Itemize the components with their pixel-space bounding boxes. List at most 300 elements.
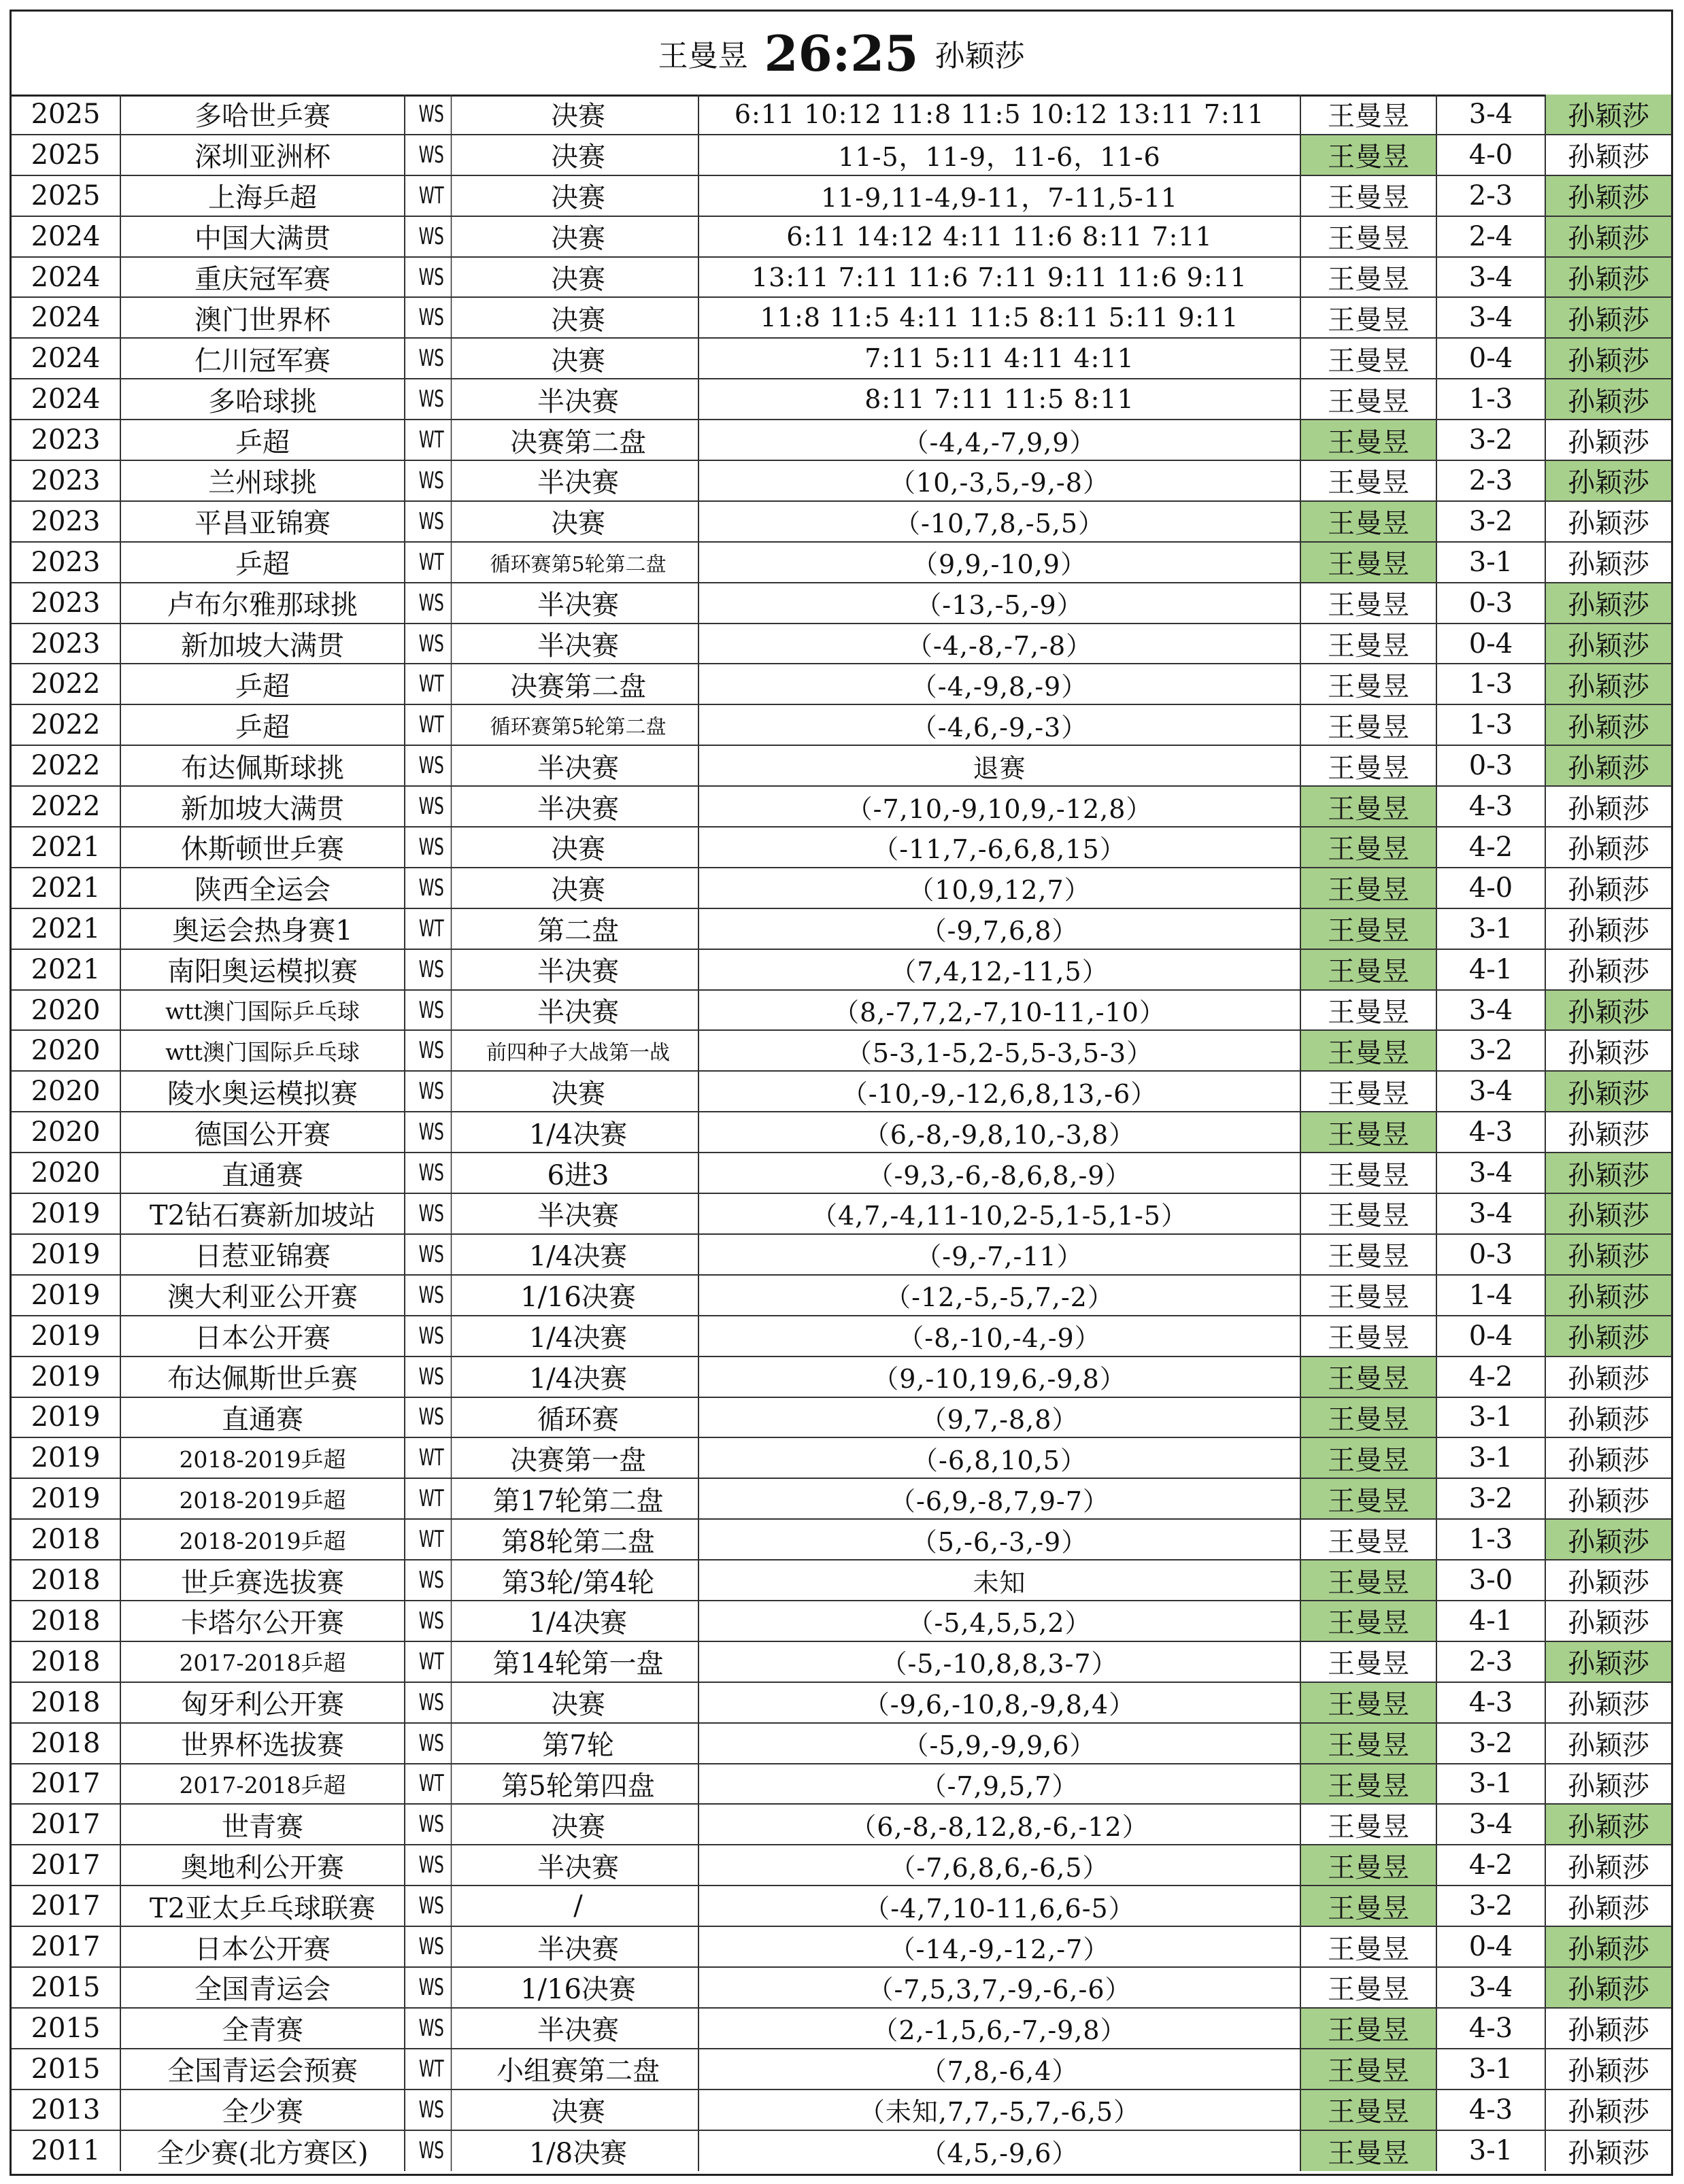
table-row bbox=[12, 664, 1671, 705]
match-result-cell: 3-2 bbox=[1437, 502, 1546, 541]
event-cell: 休斯顿世乒赛 bbox=[121, 827, 405, 867]
round-cell: 半决赛 bbox=[458, 787, 699, 826]
match-result-cell: 3-4 bbox=[1437, 1805, 1546, 1844]
round-cell: 决赛 bbox=[458, 298, 699, 337]
player2-cell: 孙颖莎 bbox=[1568, 1689, 1649, 1721]
game-scores-cell: （8,-7,7,2,-7,10-11,-10） bbox=[699, 991, 1301, 1030]
year-cell: 2019 bbox=[12, 1194, 121, 1233]
table-row bbox=[12, 2009, 1671, 2049]
left-player-name: 王曼昱 bbox=[658, 39, 748, 73]
round-cell: 决赛 bbox=[458, 176, 699, 216]
event-cell: 2017-2018乒超 bbox=[121, 1764, 405, 1804]
type-cell: WS bbox=[412, 1805, 452, 1844]
year-cell: 2024 bbox=[12, 339, 121, 378]
game-scores-cell: （7,4,12,-11,5） bbox=[699, 950, 1301, 989]
player1-cell: 王曼昱 bbox=[1301, 1357, 1437, 1397]
match-result-cell: 4-3 bbox=[1437, 2090, 1546, 2130]
player2-cell: 孙颖莎 bbox=[1546, 1276, 1671, 1315]
match-result-cell: 4-2 bbox=[1437, 1357, 1546, 1397]
game-scores-cell: 8:11 7:11 11:5 8:11 bbox=[699, 379, 1301, 419]
match-result-cell: 0-3 bbox=[1437, 1235, 1546, 1274]
year-cell: 2018 bbox=[12, 1520, 121, 1559]
table-row bbox=[12, 827, 1671, 868]
player1-cell: 王曼昱 bbox=[1301, 258, 1437, 297]
year-cell: 2024 bbox=[12, 258, 121, 297]
match-result-cell: 3-0 bbox=[1437, 1560, 1546, 1600]
match-result-cell: 3-4 bbox=[1437, 991, 1546, 1030]
game-scores-cell: （-13,-5,-9） bbox=[699, 583, 1301, 623]
year-cell: 2019 bbox=[12, 1479, 121, 1518]
match-result-cell: 2-3 bbox=[1437, 461, 1546, 500]
type-cell: WS bbox=[412, 2131, 452, 2172]
player2-cell: 孙颖莎 bbox=[1546, 705, 1671, 745]
game-scores-cell: （-9,7,6,8） bbox=[699, 909, 1301, 949]
player1-cell: 王曼昱 bbox=[1301, 502, 1437, 541]
round-cell: 半决赛 bbox=[458, 379, 699, 419]
table-row bbox=[12, 1845, 1671, 1886]
game-scores-cell: （-9,3,-6,-8,6,8,-9） bbox=[699, 1153, 1301, 1193]
player2-cell: 孙颖莎 bbox=[1546, 664, 1671, 704]
year-cell: 2018 bbox=[12, 1601, 121, 1641]
game-scores-cell: （-9,6,-10,8,-9,8,4） bbox=[699, 1683, 1301, 1722]
type-cell: WS bbox=[412, 1112, 452, 1152]
overall-score: 26:25 bbox=[764, 24, 919, 82]
match-result-cell: 3-1 bbox=[1437, 1764, 1546, 1804]
player1-cell: 王曼昱 bbox=[1301, 420, 1437, 460]
match-result-cell: 4-2 bbox=[1437, 827, 1546, 867]
table-row bbox=[12, 1398, 1671, 1439]
year-cell: 2022 bbox=[12, 787, 121, 826]
player2-cell: 孙颖莎 bbox=[1546, 1153, 1671, 1193]
type-cell: WS bbox=[412, 2090, 452, 2130]
game-scores-cell: （-5,9,-9,9,6） bbox=[699, 1724, 1301, 1763]
table-row bbox=[12, 2131, 1671, 2172]
match-result-cell: 3-4 bbox=[1437, 1153, 1546, 1193]
round-cell: 1/4决赛 bbox=[458, 1112, 699, 1152]
game-scores-cell: 11:8 11:5 4:11 11:5 8:11 5:11 9:11 bbox=[699, 298, 1301, 337]
type-cell: WS bbox=[412, 1072, 452, 1111]
player2-cell: 孙颖莎 bbox=[1546, 624, 1671, 664]
game-scores-cell: （-4,4,-7,9,9） bbox=[699, 420, 1301, 460]
player2-cell: 孙颖莎 bbox=[1568, 1119, 1649, 1150]
round-cell: 第17轮第二盘 bbox=[458, 1479, 699, 1518]
event-cell: 全少赛(北方赛区) bbox=[121, 2131, 405, 2172]
year-cell: 2020 bbox=[12, 991, 121, 1030]
table-row bbox=[12, 543, 1671, 583]
player2-cell: 孙颖莎 bbox=[1568, 793, 1649, 825]
round-cell: / bbox=[458, 1886, 699, 1926]
player2-cell: 孙颖莎 bbox=[1546, 1805, 1671, 1844]
table-row bbox=[12, 379, 1671, 420]
type-cell: WS bbox=[412, 1357, 452, 1397]
type-cell: WS bbox=[412, 1235, 452, 1274]
match-result-cell: 4-0 bbox=[1437, 868, 1546, 908]
round-cell: 半决赛 bbox=[458, 1927, 699, 1966]
table-row bbox=[12, 1438, 1671, 1479]
table-row bbox=[12, 583, 1671, 624]
event-cell: 卡塔尔公开赛 bbox=[121, 1601, 405, 1641]
type-cell: WS bbox=[412, 339, 452, 378]
table-row bbox=[12, 176, 1671, 217]
table-row bbox=[12, 1968, 1671, 2009]
player2-cell: 孙颖莎 bbox=[1568, 2055, 1649, 2087]
game-scores-cell: （-4,7,10-11,6,6-5） bbox=[699, 1886, 1301, 1926]
event-cell: 全国青运会预赛 bbox=[121, 2049, 405, 2089]
year-cell: 2013 bbox=[12, 2090, 121, 2130]
event-cell: 澳大利亚公开赛 bbox=[121, 1276, 405, 1315]
type-cell: WS bbox=[412, 461, 452, 500]
round-cell: 第3轮/第4轮 bbox=[458, 1560, 699, 1600]
game-scores-cell: （-4,-8,-7,-8） bbox=[699, 624, 1301, 664]
player2-cell: 孙颖莎 bbox=[1546, 1520, 1671, 1559]
match-result-cell: 1-3 bbox=[1437, 705, 1546, 745]
table-row bbox=[12, 705, 1671, 746]
game-scores-cell: 6:11 10:12 11:8 11:5 10:12 13:11 7:11 bbox=[699, 95, 1301, 134]
event-cell: 奥地利公开赛 bbox=[121, 1845, 405, 1885]
type-cell: WS bbox=[412, 868, 452, 908]
player1-cell: 王曼昱 bbox=[1301, 583, 1437, 623]
type-cell: WS bbox=[412, 379, 452, 419]
event-cell: 世乒赛选拔赛 bbox=[121, 1560, 405, 1600]
type-cell: WS bbox=[412, 1276, 452, 1315]
match-result-cell: 4-3 bbox=[1437, 1683, 1546, 1722]
player2-cell: 孙颖莎 bbox=[1568, 2137, 1649, 2169]
player2-cell: 孙颖莎 bbox=[1568, 874, 1649, 906]
game-scores-cell: （-7,10,-9,10,9,-12,8） bbox=[699, 787, 1301, 826]
type-cell: WS bbox=[412, 1724, 452, 1763]
match-result-cell: 3-4 bbox=[1437, 1968, 1546, 2007]
round-cell: 决赛第二盘 bbox=[458, 664, 699, 704]
player1-cell: 王曼昱 bbox=[1301, 1805, 1437, 1844]
year-cell: 2018 bbox=[12, 1724, 121, 1763]
type-cell: WT bbox=[412, 543, 452, 582]
table-row bbox=[12, 868, 1671, 909]
round-cell: 1/4决赛 bbox=[458, 1601, 699, 1641]
right-player-name: 孙颖莎 bbox=[934, 39, 1025, 73]
table-row bbox=[12, 991, 1671, 1031]
match-result-cell: 3-1 bbox=[1437, 2131, 1546, 2172]
year-cell: 2025 bbox=[12, 95, 121, 134]
table-row bbox=[12, 1927, 1671, 1968]
year-cell: 2021 bbox=[12, 827, 121, 867]
player1-cell: 王曼昱 bbox=[1301, 1683, 1437, 1722]
table-row bbox=[12, 1276, 1671, 1316]
match-result-cell: 3-2 bbox=[1437, 1886, 1546, 1926]
event-cell: 兰州球挑 bbox=[121, 461, 405, 500]
player2-cell: 孙颖莎 bbox=[1546, 1642, 1671, 1682]
round-cell: 半决赛 bbox=[458, 950, 699, 989]
player2-cell: 孙颖莎 bbox=[1546, 583, 1671, 623]
player1-cell: 王曼昱 bbox=[1301, 868, 1437, 908]
match-result-cell: 0-4 bbox=[1437, 1927, 1546, 1966]
table-row bbox=[12, 746, 1671, 787]
event-cell: 乒超 bbox=[121, 543, 405, 582]
round-cell: 1/4决赛 bbox=[458, 1235, 699, 1274]
match-result-cell: 3-4 bbox=[1437, 1194, 1546, 1233]
player2-cell: 孙颖莎 bbox=[1546, 1194, 1671, 1233]
player1-cell: 王曼昱 bbox=[1301, 1398, 1437, 1437]
game-scores-cell: （-11,7,-6,6,8,15） bbox=[699, 827, 1301, 867]
player2-cell: 孙颖莎 bbox=[1568, 1485, 1649, 1517]
table-row bbox=[12, 420, 1671, 461]
player2-cell: 孙颖莎 bbox=[1568, 1730, 1649, 1762]
game-scores-cell: （6,-8,-8,12,8,-6,-12） bbox=[699, 1805, 1301, 1844]
event-cell: 全少赛 bbox=[121, 2090, 405, 2130]
match-result-cell: 4-1 bbox=[1437, 1601, 1546, 1641]
table-row bbox=[12, 787, 1671, 827]
table-row bbox=[12, 1316, 1671, 1357]
type-cell: WT bbox=[412, 1764, 452, 1804]
round-cell: 半决赛 bbox=[458, 583, 699, 623]
year-cell: 2019 bbox=[12, 1276, 121, 1315]
game-scores-cell: （-4,-9,8,-9） bbox=[699, 664, 1301, 704]
year-cell: 2019 bbox=[12, 1357, 121, 1397]
game-scores-cell: （5-3,1-5,2-5,5-3,5-3） bbox=[699, 1031, 1301, 1070]
event-cell: 南阳奥运模拟赛 bbox=[121, 950, 405, 989]
table-row bbox=[12, 624, 1671, 665]
table-row bbox=[12, 2090, 1671, 2131]
player1-cell: 王曼昱 bbox=[1301, 339, 1437, 378]
type-cell: WS bbox=[412, 1886, 452, 1926]
player2-cell: 孙颖莎 bbox=[1546, 298, 1671, 337]
player1-cell: 王曼昱 bbox=[1301, 1560, 1437, 1600]
round-cell: 决赛 bbox=[458, 1683, 699, 1722]
match-result-cell: 4-3 bbox=[1437, 1112, 1546, 1152]
round-cell: 半决赛 bbox=[458, 624, 699, 664]
match-result-cell: 3-2 bbox=[1437, 420, 1546, 460]
year-cell: 2025 bbox=[12, 135, 121, 175]
year-cell: 2017 bbox=[12, 1927, 121, 1966]
table-row bbox=[12, 1031, 1671, 1072]
event-cell: T2亚太乒乓球联赛 bbox=[121, 1886, 405, 1926]
event-cell: 德国公开赛 bbox=[121, 1112, 405, 1152]
table-row bbox=[12, 1560, 1671, 1601]
match-rows bbox=[12, 95, 1671, 2171]
player1-cell: 王曼昱 bbox=[1301, 1764, 1437, 1804]
table-row bbox=[12, 1886, 1671, 1927]
event-cell: 新加坡大满贯 bbox=[121, 624, 405, 664]
event-cell: 平昌亚锦赛 bbox=[121, 502, 405, 541]
year-cell: 2019 bbox=[12, 1398, 121, 1437]
player1-cell: 王曼昱 bbox=[1301, 95, 1437, 134]
event-cell: 日惹亚锦赛 bbox=[121, 1235, 405, 1274]
round-cell: 第5轮第四盘 bbox=[458, 1764, 699, 1804]
match-result-cell: 2-3 bbox=[1437, 176, 1546, 216]
player1-cell: 王曼昱 bbox=[1301, 705, 1437, 745]
year-cell: 2018 bbox=[12, 1642, 121, 1682]
year-cell: 2024 bbox=[12, 298, 121, 337]
event-cell: 2018-2019乒超 bbox=[121, 1520, 405, 1559]
type-cell: WS bbox=[412, 1398, 452, 1437]
type-cell: WS bbox=[412, 298, 452, 337]
year-cell: 2017 bbox=[12, 1805, 121, 1844]
event-cell: 日本公开赛 bbox=[121, 1316, 405, 1356]
game-scores-cell: （-9,-7,-11） bbox=[699, 1235, 1301, 1274]
table-row bbox=[12, 1683, 1671, 1724]
player2-cell: 孙颖莎 bbox=[1546, 1968, 1671, 2007]
match-result-cell: 0-4 bbox=[1437, 624, 1546, 664]
player1-cell: 王曼昱 bbox=[1301, 787, 1437, 826]
game-scores-cell: （4,5,-9,6） bbox=[699, 2131, 1301, 2172]
player2-cell: 孙颖莎 bbox=[1568, 915, 1649, 947]
game-scores-cell: 11-5，11-9，11-6，11-6 bbox=[699, 135, 1301, 175]
match-result-cell: 1-4 bbox=[1437, 1276, 1546, 1315]
event-cell: T2钻石赛新加坡站 bbox=[121, 1194, 405, 1233]
player2-cell: 孙颖莎 bbox=[1546, 258, 1671, 297]
player2-cell: 孙颖莎 bbox=[1568, 1037, 1649, 1069]
year-cell: 2020 bbox=[12, 1112, 121, 1152]
year-cell: 2020 bbox=[12, 1072, 121, 1111]
table-row bbox=[12, 1479, 1671, 1520]
player1-cell: 王曼昱 bbox=[1301, 379, 1437, 419]
year-cell: 2024 bbox=[12, 379, 121, 419]
event-cell: wtt澳门国际乒乓球 bbox=[121, 1031, 405, 1070]
event-cell: 日本公开赛 bbox=[121, 1927, 405, 1966]
year-cell: 2017 bbox=[12, 1886, 121, 1926]
year-cell: 2015 bbox=[12, 1968, 121, 2007]
player2-cell: 孙颖莎 bbox=[1568, 549, 1649, 581]
round-cell: 决赛第一盘 bbox=[458, 1438, 699, 1478]
year-cell: 2021 bbox=[12, 909, 121, 949]
year-cell: 2020 bbox=[12, 1153, 121, 1193]
type-cell: WS bbox=[412, 1153, 452, 1193]
player1-cell: 王曼昱 bbox=[1301, 1316, 1437, 1356]
type-cell: WT bbox=[412, 705, 452, 745]
table-row bbox=[12, 1153, 1671, 1194]
event-cell: 直通赛 bbox=[121, 1398, 405, 1437]
match-result-cell: 2-3 bbox=[1437, 1642, 1546, 1682]
table-row bbox=[12, 217, 1671, 258]
table-row bbox=[12, 95, 1671, 135]
game-scores-cell: （-6,8,10,5） bbox=[699, 1438, 1301, 1478]
player1-cell: 王曼昱 bbox=[1301, 1153, 1437, 1193]
type-cell: WS bbox=[412, 991, 452, 1030]
round-cell: 1/4决赛 bbox=[458, 1357, 699, 1397]
type-cell: WT bbox=[412, 1642, 452, 1682]
round-cell: 第14轮第一盘 bbox=[458, 1642, 699, 1682]
player1-cell: 王曼昱 bbox=[1301, 461, 1437, 500]
event-cell: 陵水奥运模拟赛 bbox=[121, 1072, 405, 1111]
round-cell: 6进3 bbox=[458, 1153, 699, 1193]
player1-cell: 王曼昱 bbox=[1301, 543, 1437, 582]
event-cell: 陕西全运会 bbox=[121, 868, 405, 908]
player1-cell: 王曼昱 bbox=[1301, 217, 1437, 256]
match-result-cell: 4-3 bbox=[1437, 787, 1546, 826]
player1-cell: 王曼昱 bbox=[1301, 2090, 1437, 2130]
type-cell: WT bbox=[412, 2049, 452, 2089]
type-cell: WS bbox=[412, 2009, 452, 2048]
type-cell: WS bbox=[412, 95, 452, 134]
event-cell: 2017-2018乒超 bbox=[121, 1642, 405, 1682]
game-scores-cell: 13:11 7:11 11:6 7:11 9:11 11:6 9:11 bbox=[699, 258, 1301, 297]
year-cell: 2019 bbox=[12, 1438, 121, 1478]
type-cell: WS bbox=[412, 135, 452, 175]
table-row bbox=[12, 950, 1671, 991]
player1-cell: 王曼昱 bbox=[1301, 298, 1437, 337]
type-cell: WS bbox=[412, 1927, 452, 1966]
game-scores-cell: （9,7,-8,8） bbox=[699, 1398, 1301, 1437]
match-result-cell: 4-1 bbox=[1437, 950, 1546, 989]
player1-cell: 王曼昱 bbox=[1301, 1438, 1437, 1478]
year-cell: 2022 bbox=[12, 746, 121, 785]
round-cell: 1/16决赛 bbox=[458, 1968, 699, 2007]
round-cell: 决赛 bbox=[458, 1805, 699, 1844]
player2-cell: 孙颖莎 bbox=[1568, 2096, 1649, 2128]
type-cell: WS bbox=[412, 502, 452, 541]
player2-cell: 孙颖莎 bbox=[1568, 834, 1649, 866]
player2-cell: 孙颖莎 bbox=[1568, 1567, 1649, 1599]
player1-cell: 王曼昱 bbox=[1301, 1112, 1437, 1152]
year-cell: 2020 bbox=[12, 1031, 121, 1070]
event-cell: 布达佩斯球挑 bbox=[121, 746, 405, 785]
player1-cell: 王曼昱 bbox=[1301, 1276, 1437, 1315]
round-cell: 决赛 bbox=[458, 258, 699, 297]
event-cell: 卢布尔雅那球挑 bbox=[121, 583, 405, 623]
game-scores-cell: （-5,4,5,5,2） bbox=[699, 1601, 1301, 1641]
table-header bbox=[12, 12, 1671, 97]
year-cell: 2023 bbox=[12, 461, 121, 500]
table-row bbox=[12, 1642, 1671, 1683]
game-scores-cell: （-5,-10,8,8,3-7） bbox=[699, 1642, 1301, 1682]
round-cell: 半决赛 bbox=[458, 991, 699, 1030]
game-scores-cell: （-7,6,8,6,-6,5） bbox=[699, 1845, 1301, 1885]
match-result-cell: 2-4 bbox=[1437, 217, 1546, 256]
type-cell: WS bbox=[412, 1560, 452, 1600]
game-scores-cell: （-10,-9,-12,6,8,13,-6） bbox=[699, 1072, 1301, 1111]
type-cell: WS bbox=[412, 1194, 452, 1233]
player2-cell: 孙颖莎 bbox=[1568, 426, 1649, 458]
player1-cell: 王曼昱 bbox=[1301, 746, 1437, 785]
match-result-cell: 1-3 bbox=[1437, 1520, 1546, 1559]
type-cell: WT bbox=[412, 664, 452, 704]
event-cell: 2018-2019乒超 bbox=[121, 1438, 405, 1478]
head-to-head-table bbox=[10, 10, 1673, 2176]
player1-cell: 王曼昱 bbox=[1301, 1479, 1437, 1518]
event-cell: 仁川冠军赛 bbox=[121, 339, 405, 378]
event-cell: wtt澳门国际乒乓球 bbox=[121, 991, 405, 1030]
match-result-cell: 3-4 bbox=[1437, 95, 1546, 134]
player2-cell: 孙颖莎 bbox=[1568, 1852, 1649, 1883]
round-cell: 决赛 bbox=[458, 95, 699, 134]
year-cell: 2015 bbox=[12, 2009, 121, 2048]
type-cell: WS bbox=[412, 1601, 452, 1641]
player1-cell: 王曼昱 bbox=[1301, 827, 1437, 867]
type-cell: WS bbox=[412, 1316, 452, 1356]
player1-cell: 王曼昱 bbox=[1301, 1724, 1437, 1763]
player2-cell: 孙颖莎 bbox=[1546, 746, 1671, 785]
round-cell: 循环赛第5轮第二盘 bbox=[458, 543, 699, 582]
table-row bbox=[12, 1764, 1671, 1805]
round-cell: 决赛 bbox=[458, 217, 699, 256]
round-cell: 决赛 bbox=[458, 1072, 699, 1111]
match-result-cell: 4-0 bbox=[1437, 135, 1546, 175]
round-cell: 决赛 bbox=[458, 2090, 699, 2130]
year-cell: 2017 bbox=[12, 1764, 121, 1804]
event-cell: 布达佩斯世乒赛 bbox=[121, 1357, 405, 1397]
table-row bbox=[12, 1805, 1671, 1845]
table-row bbox=[12, 1357, 1671, 1398]
table-row bbox=[12, 258, 1671, 298]
table-row bbox=[12, 1520, 1671, 1560]
event-cell: 多哈球挑 bbox=[121, 379, 405, 419]
round-cell: 第7轮 bbox=[458, 1724, 699, 1763]
player2-cell: 孙颖莎 bbox=[1568, 1403, 1649, 1435]
match-result-cell: 3-1 bbox=[1437, 1398, 1546, 1437]
player1-cell: 王曼昱 bbox=[1301, 1968, 1437, 2007]
player1-cell: 王曼昱 bbox=[1301, 1601, 1437, 1641]
game-scores-cell: （10,9,12,7） bbox=[699, 868, 1301, 908]
game-scores-cell: （-10,7,8,-5,5） bbox=[699, 502, 1301, 541]
